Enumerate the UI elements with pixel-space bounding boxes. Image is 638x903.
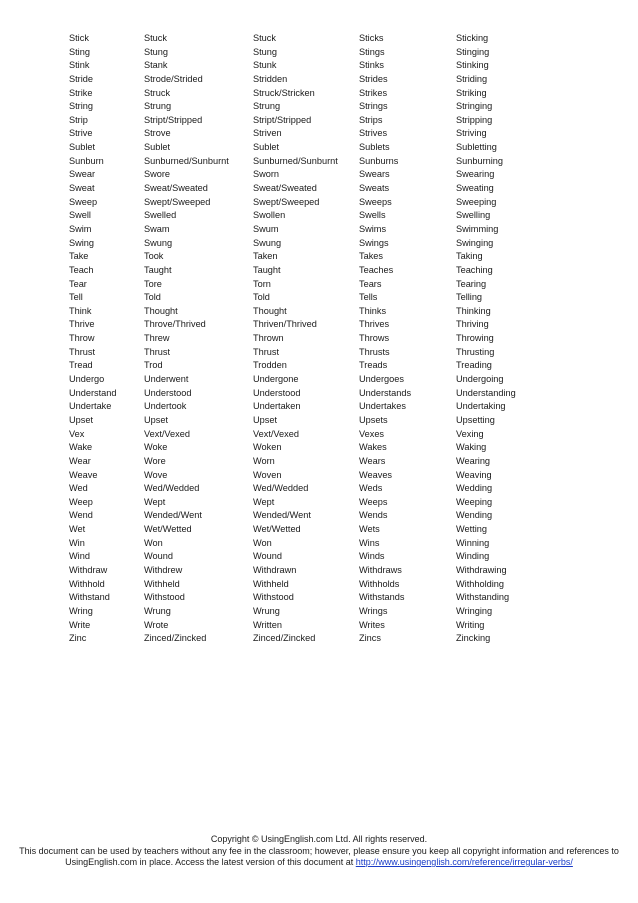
table-row — [69, 127, 549, 141]
base-form-cell: Sweep — [69, 196, 98, 207]
table-row — [69, 305, 549, 319]
past-participle-cell: Sublet — [253, 142, 280, 153]
past-participle-cell: Woven — [253, 469, 282, 480]
past-participle-cell: Torn — [253, 278, 271, 289]
base-form-cell: Thrust — [69, 346, 96, 357]
table-row — [69, 469, 549, 483]
table-row — [69, 482, 549, 496]
present-participle-cell: Wending — [456, 510, 493, 521]
past-simple-cell: Wove — [144, 469, 168, 480]
third-person-cell: Swims — [359, 223, 387, 234]
table-row — [69, 373, 549, 387]
third-person-cell: Withdraws — [359, 564, 402, 575]
base-form-cell: Understand — [69, 387, 117, 398]
footer — [0, 834, 638, 869]
past-participle-cell: Struck/Stricken — [253, 87, 315, 98]
present-participle-cell: Taking — [456, 251, 483, 262]
present-participle-cell: Thinking — [456, 305, 491, 316]
table-row — [69, 346, 549, 360]
present-participle-cell: Stripping — [456, 114, 493, 125]
third-person-cell: Sunburns — [359, 155, 399, 166]
past-simple-cell: Vext/Vexed — [144, 428, 190, 439]
past-simple-cell: Stank — [144, 60, 168, 71]
table-row — [69, 605, 549, 619]
past-participle-cell: Withdrawn — [253, 564, 297, 575]
past-simple-cell: Swelled — [144, 210, 177, 221]
present-participle-cell: Withholding — [456, 578, 505, 589]
present-participle-cell: Waking — [456, 442, 487, 453]
present-participle-cell: Withdrawing — [456, 564, 507, 575]
table-row — [69, 591, 549, 605]
past-simple-cell: Won — [144, 537, 163, 548]
past-simple-cell: Wrote — [144, 619, 169, 630]
past-participle-cell: Stung — [253, 46, 278, 57]
usage-notice-prefix: UsingEnglish.com in place. Access the latest version of this document at — [65, 857, 356, 867]
third-person-cell: Thrives — [359, 319, 390, 330]
third-person-cell: Thrusts — [359, 346, 390, 357]
past-participle-cell: Wept — [253, 496, 275, 507]
present-participle-cell: Wringing — [456, 605, 493, 616]
present-participle-cell: Weeping — [456, 496, 493, 507]
base-form-cell: Throw — [69, 333, 95, 344]
past-participle-cell: Withheld — [253, 578, 289, 589]
base-form-cell: Wet — [69, 524, 86, 535]
past-simple-cell: Thrust — [144, 346, 171, 357]
base-form-cell: Win — [69, 537, 85, 548]
past-simple-cell: Sweat/Sweated — [144, 183, 208, 194]
past-simple-cell: Undertook — [144, 401, 187, 412]
table-row — [69, 523, 549, 537]
past-simple-cell: Thought — [144, 305, 178, 316]
table-row — [69, 537, 549, 551]
table-row — [69, 264, 549, 278]
third-person-cell: Wends — [359, 510, 388, 521]
past-participle-cell: Undergone — [253, 374, 299, 385]
copyright-notice: Copyright © UsingEnglish.com Ltd. All rights reserved. — [210, 834, 428, 844]
base-form-cell: Swing — [69, 237, 95, 248]
base-form-cell: Tear — [69, 278, 87, 289]
past-simple-cell: Withstood — [144, 592, 185, 603]
base-form-cell: Withstand — [69, 592, 110, 603]
base-form-cell: Wed — [69, 483, 88, 494]
past-participle-cell: Wet/Wetted — [253, 524, 301, 535]
base-form-cell: Withhold — [69, 578, 105, 589]
past-simple-cell: Tore — [144, 278, 162, 289]
past-participle-cell: Thrust — [253, 346, 280, 357]
table-row — [69, 141, 549, 155]
base-form-cell: Weep — [69, 496, 93, 507]
third-person-cell: Swears — [359, 169, 390, 180]
table-row — [69, 196, 549, 210]
present-participle-cell: Stringing — [456, 101, 493, 112]
table-row — [69, 250, 549, 264]
third-person-cell: Weds — [359, 483, 383, 494]
past-participle-cell: Taught — [253, 264, 281, 275]
third-person-cell: Sweats — [359, 183, 390, 194]
third-person-cell: Stings — [359, 46, 385, 57]
past-participle-cell: Wed/Wedded — [253, 483, 309, 494]
base-form-cell: Take — [69, 251, 89, 262]
past-simple-cell: Strove — [144, 128, 171, 139]
past-participle-cell: Thought — [253, 305, 287, 316]
third-person-cell: Wakes — [359, 442, 387, 453]
present-participle-cell: Sweating — [456, 183, 494, 194]
third-person-cell: Vexes — [359, 428, 385, 439]
third-person-cell: Wins — [359, 537, 380, 548]
past-simple-cell: Stript/Stripped — [144, 114, 203, 125]
table-row — [69, 114, 549, 128]
past-participle-cell: Thriven/Thrived — [253, 319, 317, 330]
base-form-cell: Wring — [69, 605, 93, 616]
present-participle-cell: Upsetting — [456, 414, 495, 425]
past-participle-cell: Trodden — [253, 360, 287, 371]
past-participle-cell: Undertaken — [253, 401, 301, 412]
base-form-cell: Tell — [69, 292, 83, 303]
past-simple-cell: Wore — [144, 455, 166, 466]
base-form-cell: Withdraw — [69, 564, 108, 575]
base-form-cell: Stick — [69, 33, 89, 43]
past-participle-cell: Zinced/Zincked — [253, 633, 316, 644]
past-participle-cell: Withstood — [253, 592, 294, 603]
present-participle-cell: Swelling — [456, 210, 491, 221]
present-participle-cell: Throwing — [456, 333, 494, 344]
present-participle-cell: Vexing — [456, 428, 484, 439]
present-participle-cell: Sweeping — [456, 196, 497, 207]
present-participle-cell: Understanding — [456, 387, 516, 398]
table-row — [69, 100, 549, 114]
past-participle-cell: Stuck — [253, 33, 276, 43]
third-person-cell: Strings — [359, 101, 388, 112]
base-form-cell: Weave — [69, 469, 98, 480]
past-participle-cell: Strung — [253, 101, 281, 112]
third-person-cell: Zincs — [359, 633, 381, 644]
third-person-cell: Weeps — [359, 496, 388, 507]
third-person-cell: Stinks — [359, 60, 385, 71]
base-form-cell: Undertake — [69, 401, 112, 412]
present-participle-cell: Withstanding — [456, 592, 510, 603]
table-row — [69, 509, 549, 523]
third-person-cell: Tears — [359, 278, 382, 289]
third-person-cell: Swings — [359, 237, 389, 248]
third-person-cell: Sweeps — [359, 196, 392, 207]
past-simple-cell: Swam — [144, 223, 170, 234]
present-participle-cell: Swimming — [456, 223, 499, 234]
table-row — [69, 46, 549, 60]
table-row — [69, 414, 549, 428]
present-participle-cell: Undergoing — [456, 374, 504, 385]
present-participle-cell: Wedding — [456, 483, 493, 494]
table-row — [69, 632, 549, 646]
past-simple-cell: Zinced/Zincked — [144, 633, 207, 644]
table-row — [69, 332, 549, 346]
past-participle-cell: Swung — [253, 237, 282, 248]
base-form-cell: Wind — [69, 551, 90, 562]
table-row — [69, 400, 549, 414]
base-form-cell: Teach — [69, 264, 94, 275]
third-person-cell: Teaches — [359, 264, 394, 275]
past-simple-cell: Told — [144, 292, 161, 303]
present-participle-cell: Wetting — [456, 524, 487, 535]
present-participle-cell: Thrusting — [456, 346, 495, 357]
past-simple-cell: Swept/Sweeped — [144, 196, 211, 207]
third-person-cell: Sticks — [359, 33, 384, 43]
third-person-cell: Sublets — [359, 142, 390, 153]
table-row — [69, 168, 549, 182]
present-participle-cell: Tearing — [456, 278, 487, 289]
irregular-verbs-link[interactable]: http://www.usingenglish.com/reference/irregular-verbs/ — [355, 857, 573, 867]
table-row — [69, 291, 549, 305]
base-form-cell: Think — [69, 305, 92, 316]
past-participle-cell: Sunburned/Sunburnt — [253, 155, 338, 166]
past-simple-cell: Sunburned/Sunburnt — [144, 155, 229, 166]
present-participle-cell: Weaving — [456, 469, 492, 480]
past-participle-cell: Swept/Sweeped — [253, 196, 320, 207]
past-participle-cell: Stunk — [253, 60, 277, 71]
past-simple-cell: Withheld — [144, 578, 180, 589]
past-simple-cell: Stung — [144, 46, 169, 57]
third-person-cell: Withstands — [359, 592, 405, 603]
third-person-cell: Tells — [359, 292, 378, 303]
irregular-verb-table — [69, 32, 549, 646]
past-participle-cell: Sweat/Sweated — [253, 183, 317, 194]
present-participle-cell: Swinging — [456, 237, 494, 248]
base-form-cell: Strike — [69, 87, 93, 98]
present-participle-cell: Thriving — [456, 319, 489, 330]
past-simple-cell: Wrung — [144, 605, 171, 616]
base-form-cell: Stride — [69, 73, 94, 84]
past-simple-cell: Took — [144, 251, 164, 262]
base-form-cell: Tread — [69, 360, 93, 371]
present-participle-cell: Teaching — [456, 264, 493, 275]
present-participle-cell: Zincking — [456, 633, 491, 644]
past-simple-cell: Swore — [144, 169, 171, 180]
table-row — [69, 59, 549, 73]
present-participle-cell: Stinking — [456, 60, 489, 71]
table-row — [69, 237, 549, 251]
past-participle-cell: Stridden — [253, 73, 288, 84]
base-form-cell: Stink — [69, 60, 90, 71]
third-person-cell: Swells — [359, 210, 386, 221]
past-simple-cell: Struck — [144, 87, 171, 98]
past-participle-cell: Wound — [253, 551, 282, 562]
past-participle-cell: Wrung — [253, 605, 280, 616]
base-form-cell: Swell — [69, 210, 91, 221]
base-form-cell: Swim — [69, 223, 92, 234]
past-simple-cell: Stuck — [144, 33, 167, 43]
base-form-cell: Wear — [69, 455, 91, 466]
past-participle-cell: Stript/Stripped — [253, 114, 312, 125]
past-participle-cell: Vext/Vexed — [253, 428, 299, 439]
past-simple-cell: Understood — [144, 387, 192, 398]
table-row — [69, 155, 549, 169]
past-simple-cell: Throve/Thrived — [144, 319, 206, 330]
table-row — [69, 318, 549, 332]
past-simple-cell: Swung — [144, 237, 173, 248]
base-form-cell: Swear — [69, 169, 96, 180]
third-person-cell: Upsets — [359, 414, 388, 425]
base-form-cell: Strive — [69, 128, 93, 139]
third-person-cell: Understands — [359, 387, 412, 398]
past-participle-cell: Wended/Went — [253, 510, 311, 521]
base-form-cell: Upset — [69, 414, 94, 425]
past-simple-cell: Wept — [144, 496, 166, 507]
table-row — [69, 278, 549, 292]
past-participle-cell: Told — [253, 292, 270, 303]
base-form-cell: Sunburn — [69, 155, 104, 166]
third-person-cell: Writes — [359, 619, 385, 630]
third-person-cell: Undergoes — [359, 374, 404, 385]
table-row — [69, 73, 549, 87]
present-participle-cell: Striking — [456, 87, 487, 98]
third-person-cell: Throws — [359, 333, 390, 344]
base-form-cell: Sweat — [69, 183, 95, 194]
third-person-cell: Strikes — [359, 87, 388, 98]
table-row — [69, 87, 549, 101]
third-person-cell: Takes — [359, 251, 383, 262]
past-simple-cell: Upset — [144, 414, 169, 425]
past-participle-cell: Upset — [253, 414, 278, 425]
usage-notice: This document can be used by teachers without any fee in the classroom; however, please ensure you keep all copyright information and references to — [19, 845, 619, 856]
past-simple-cell: Withdrew — [144, 564, 183, 575]
table-row — [69, 496, 549, 510]
past-simple-cell: Wound — [144, 551, 173, 562]
past-participle-cell: Striven — [253, 128, 282, 139]
third-person-cell: Treads — [359, 360, 388, 371]
past-participle-cell: Woken — [253, 442, 282, 453]
table-row — [69, 223, 549, 237]
table-row — [69, 564, 549, 578]
present-participle-cell: Sticking — [456, 33, 489, 43]
base-form-cell: Sublet — [69, 142, 96, 153]
present-participle-cell: Stinging — [456, 46, 490, 57]
third-person-cell: Thinks — [359, 305, 387, 316]
base-form-cell: Zinc — [69, 633, 87, 644]
third-person-cell: Strips — [359, 114, 383, 125]
present-participle-cell: Winding — [456, 551, 490, 562]
table-row — [69, 550, 549, 564]
base-form-cell: Strip — [69, 114, 88, 125]
present-participle-cell: Undertaking — [456, 401, 506, 412]
third-person-cell: Winds — [359, 551, 385, 562]
base-form-cell: Write — [69, 619, 91, 630]
past-participle-cell: Written — [253, 619, 282, 630]
present-participle-cell: Winning — [456, 537, 490, 548]
usage-notice-continued — [0, 857, 638, 869]
table-row — [69, 209, 549, 223]
past-participle-cell: Swum — [253, 223, 279, 234]
table-row — [69, 441, 549, 455]
past-simple-cell: Trod — [144, 360, 163, 371]
present-participle-cell: Swearing — [456, 169, 495, 180]
third-person-cell: Strives — [359, 128, 388, 139]
past-participle-cell: Sworn — [253, 169, 280, 180]
present-participle-cell: Sunburning — [456, 155, 503, 166]
base-form-cell: Wend — [69, 510, 93, 521]
third-person-cell: Wrings — [359, 605, 388, 616]
present-participle-cell: Telling — [456, 292, 483, 303]
past-simple-cell: Strung — [144, 101, 172, 112]
table-row — [69, 428, 549, 442]
base-form-cell: Wake — [69, 442, 93, 453]
table-row — [69, 182, 549, 196]
third-person-cell: Undertakes — [359, 401, 406, 412]
present-participle-cell: Striving — [456, 128, 487, 139]
present-participle-cell: Treading — [456, 360, 492, 371]
third-person-cell: Wets — [359, 524, 380, 535]
table-row — [69, 578, 549, 592]
third-person-cell: Withholds — [359, 578, 400, 589]
past-simple-cell: Wed/Wedded — [144, 483, 200, 494]
table-row — [69, 619, 549, 633]
present-participle-cell: Wearing — [456, 455, 491, 466]
past-simple-cell: Strode/Strided — [144, 73, 203, 84]
base-form-cell: Undergo — [69, 374, 105, 385]
base-form-cell: String — [69, 101, 94, 112]
present-participle-cell: Striding — [456, 73, 488, 84]
third-person-cell: Weaves — [359, 469, 393, 480]
table-row — [69, 359, 549, 373]
third-person-cell: Wears — [359, 455, 386, 466]
past-participle-cell: Worn — [253, 455, 275, 466]
base-form-cell: Thrive — [69, 319, 95, 330]
table-row — [69, 387, 549, 401]
table-row — [69, 455, 549, 469]
past-participle-cell: Swollen — [253, 210, 286, 221]
past-simple-cell: Sublet — [144, 142, 171, 153]
table-row — [69, 32, 549, 46]
base-form-cell: Sting — [69, 46, 90, 57]
past-simple-cell: Wet/Wetted — [144, 524, 192, 535]
base-form-cell: Vex — [69, 428, 85, 439]
present-participle-cell: Writing — [456, 619, 485, 630]
past-simple-cell: Woke — [144, 442, 168, 453]
past-participle-cell: Taken — [253, 251, 278, 262]
past-participle-cell: Thrown — [253, 333, 284, 344]
past-participle-cell: Won — [253, 537, 272, 548]
past-simple-cell: Threw — [144, 333, 170, 344]
past-simple-cell: Wended/Went — [144, 510, 202, 521]
past-simple-cell: Underwent — [144, 374, 189, 385]
third-person-cell: Strides — [359, 73, 388, 84]
past-simple-cell: Taught — [144, 264, 172, 275]
present-participle-cell: Subletting — [456, 142, 497, 153]
past-participle-cell: Understood — [253, 387, 301, 398]
